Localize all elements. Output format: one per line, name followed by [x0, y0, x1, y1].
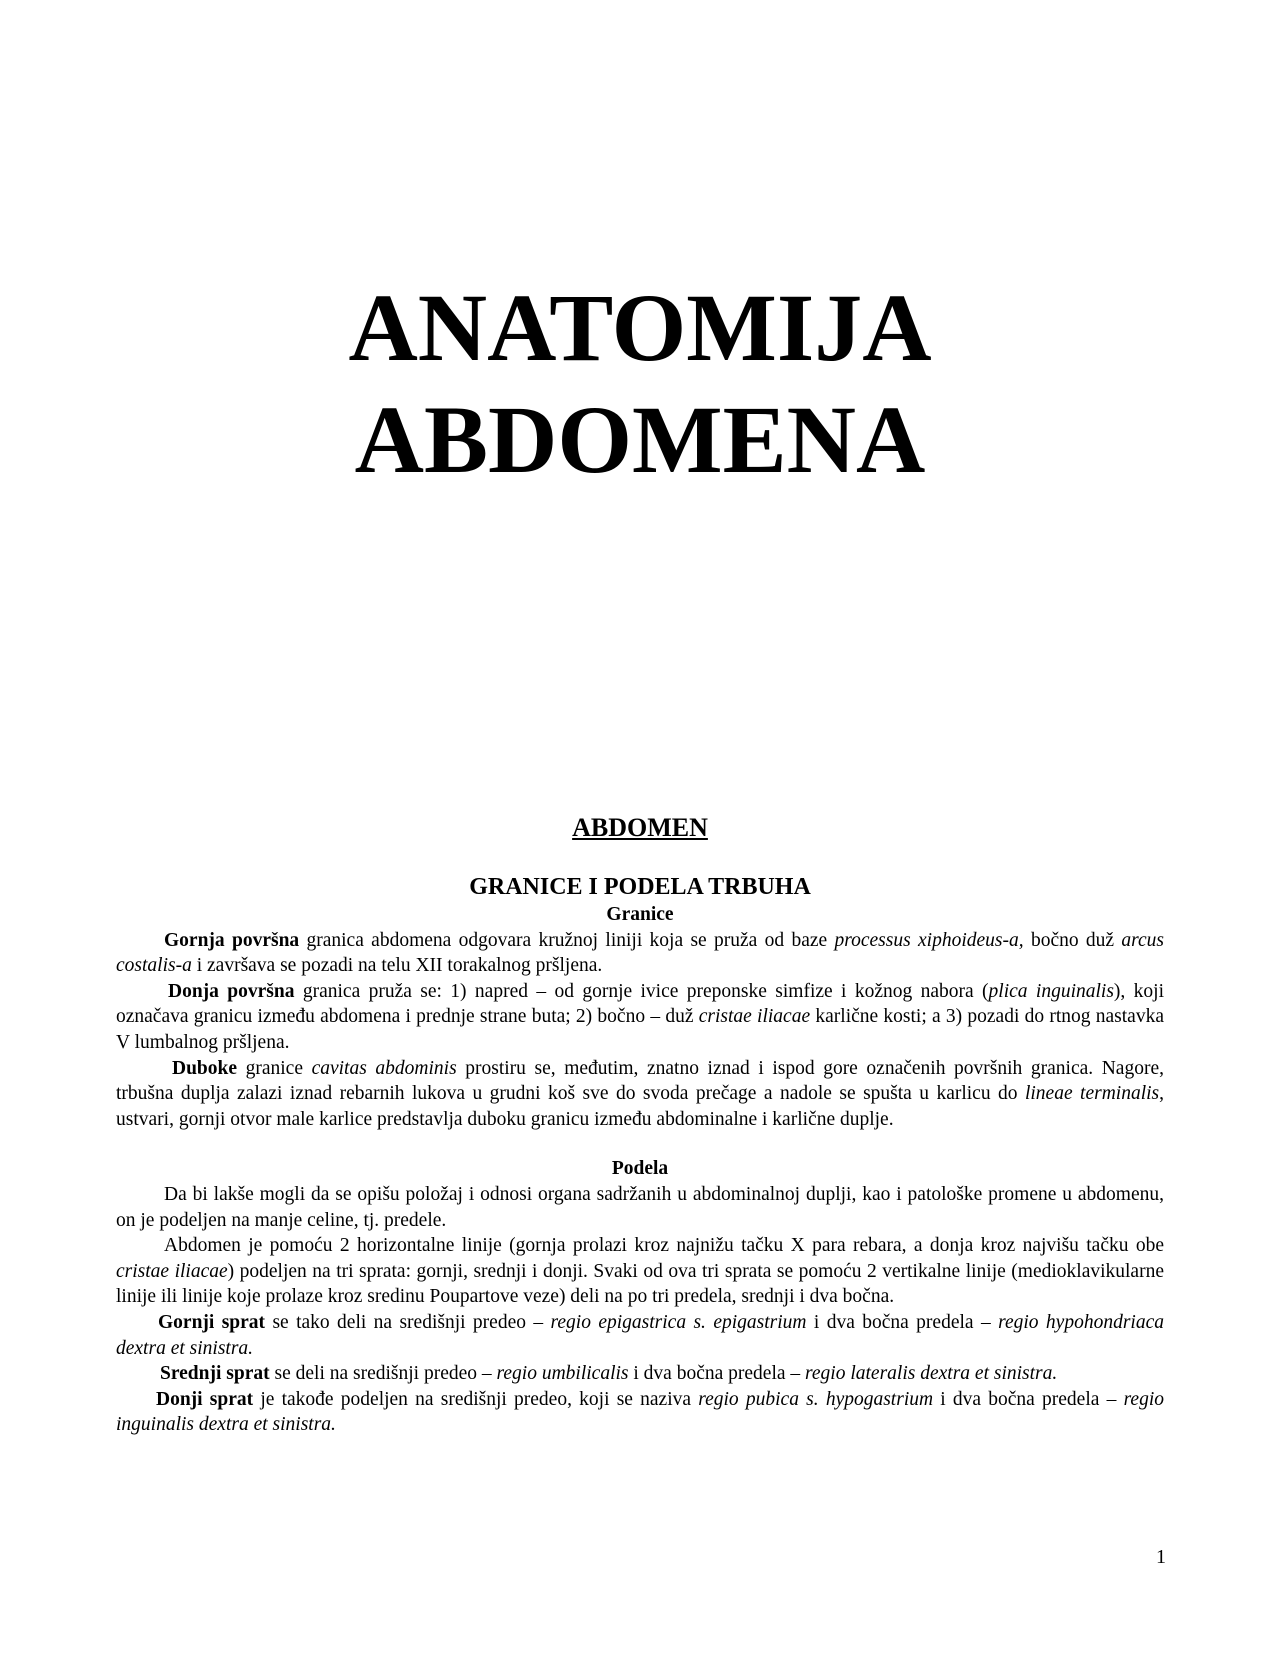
- granice-heading: Granice: [606, 904, 674, 925]
- text-run: Abdomen je pomoću 2 horizontalne linije (gornja prolazi kroz najnižu tačku X para rebara, a donja kroz najvišu tačku obe: [164, 1235, 1164, 1257]
- page-number: 1: [1156, 1546, 1166, 1568]
- latin-term: regio epigastrica s. epigastrium: [550, 1311, 807, 1333]
- text-run: prostiru se, međutim, znatno iznad i ispod gore označenih površnih granica. Nagore, trbušna duplja zalazi iznad rebarnih lukova u grudni koš sve do svoda prečage a nadole se spušta u karlicu do: [116, 1057, 1164, 1105]
- bold-term: Duboke: [172, 1057, 238, 1079]
- paragraph-podela-intro: [116, 1182, 1164, 1233]
- bold-term: Srednji sprat: [160, 1363, 270, 1385]
- text-run: i dva bočna predela –: [628, 1363, 806, 1385]
- text-run: karlične kosti; a 3) pozadi do rtnog nastavka V lumbalnog pršljena.: [116, 1006, 1164, 1053]
- latin-term: cavitas abdominis: [311, 1057, 457, 1079]
- paragraph-duboke: [116, 1056, 1164, 1133]
- text-run: ) podeljen na tri sprata: gornji, srednji i donji. Svaki od ova tri sprata se pomoću 2 vertikalne linije (medioklavikularne linije ili linije koje prolaze kroz sredinu Poupartove veze) deli na po tri predela, srednji i dva bočna.: [116, 1260, 1164, 1308]
- latin-term: lineae terminalis: [1024, 1083, 1160, 1105]
- latin-term: cristae iliacae: [116, 1260, 228, 1282]
- latin-term: regio hypohondriaca dextra et sinistra.: [116, 1311, 1164, 1359]
- section-subheading: GRANICE I PODELA TRBUHA: [469, 874, 811, 900]
- paragraph-podela-linije: [116, 1233, 1164, 1310]
- latin-term: processus xiphoideus-a,: [834, 929, 1024, 951]
- bold-term: Donji sprat: [156, 1388, 254, 1410]
- latin-term: regio inguinalis dextra et sinistra.: [116, 1388, 1165, 1436]
- text-run: i završava se pozadi na telu XII torakalnog pršljena.: [191, 955, 603, 977]
- paragraph-gornja-povrsna: [116, 928, 1164, 979]
- text-run: i dva bočna predela –: [933, 1388, 1124, 1410]
- podela-heading: Podela: [611, 1158, 669, 1180]
- document-title-line-2: ABDOMENA: [354, 386, 926, 493]
- text-run: i dva bočna predela –: [806, 1311, 999, 1333]
- bold-term: Gornji sprat: [158, 1311, 266, 1333]
- page-content: [116, 812, 1164, 1438]
- text-run: se deli na središnji predeo –: [269, 1363, 497, 1385]
- latin-term: arcus costalis-a: [116, 929, 1165, 977]
- bold-term: Gornja površna: [164, 929, 300, 951]
- text-run: granica abdomena odgovara kružnoj liniji koja se pruža od baze: [299, 929, 835, 951]
- text-run: granica pruža se: 1) napred – od gornje ivice preponske simfize i kožnog nabora (: [294, 980, 989, 1002]
- text-run: Da bi lakše mogli da se opišu položaj i odnosi organa sadržanih u abdominalnoj duplji, kao i patološke promene u abdomenu, on je podeljen na manje celine, tj. predele.: [116, 1183, 1164, 1231]
- text-run: ), koji označava granicu između abdomena i prednje strane buta; 2) bočno – duž: [116, 980, 1164, 1028]
- latin-term: regio umbilicalis: [496, 1363, 629, 1385]
- section-heading: ABDOMEN: [572, 813, 708, 842]
- text-run: je takođe podeljen na središnji predeo, koji se naziva: [253, 1388, 699, 1410]
- document-title-line-1: ANATOMIJA: [348, 274, 932, 381]
- text-run: se tako deli na središnji predeo –: [265, 1311, 551, 1333]
- latin-term: regio lateralis dextra et sinistra.: [805, 1363, 1058, 1385]
- bold-term: Donja površna: [168, 980, 295, 1002]
- paragraph-gornji-sprat: [116, 1310, 1164, 1361]
- paragraph-srednji-sprat: [116, 1361, 1164, 1387]
- paragraph-donji-sprat: [116, 1387, 1164, 1438]
- text-run: granice: [237, 1057, 312, 1079]
- text-run: , ustvari, gornji otvor male karlice predstavlja duboku granicu između abdominalne i karlične duplje.: [116, 1083, 1165, 1130]
- paragraph-donja-povrsna: [116, 979, 1164, 1056]
- latin-term: cristae iliacae: [698, 1006, 811, 1028]
- latin-term: plica inguinalis: [988, 980, 1114, 1002]
- text-run: bočno duž: [1023, 929, 1122, 951]
- latin-term: regio pubica s. hypogastrium: [698, 1388, 934, 1410]
